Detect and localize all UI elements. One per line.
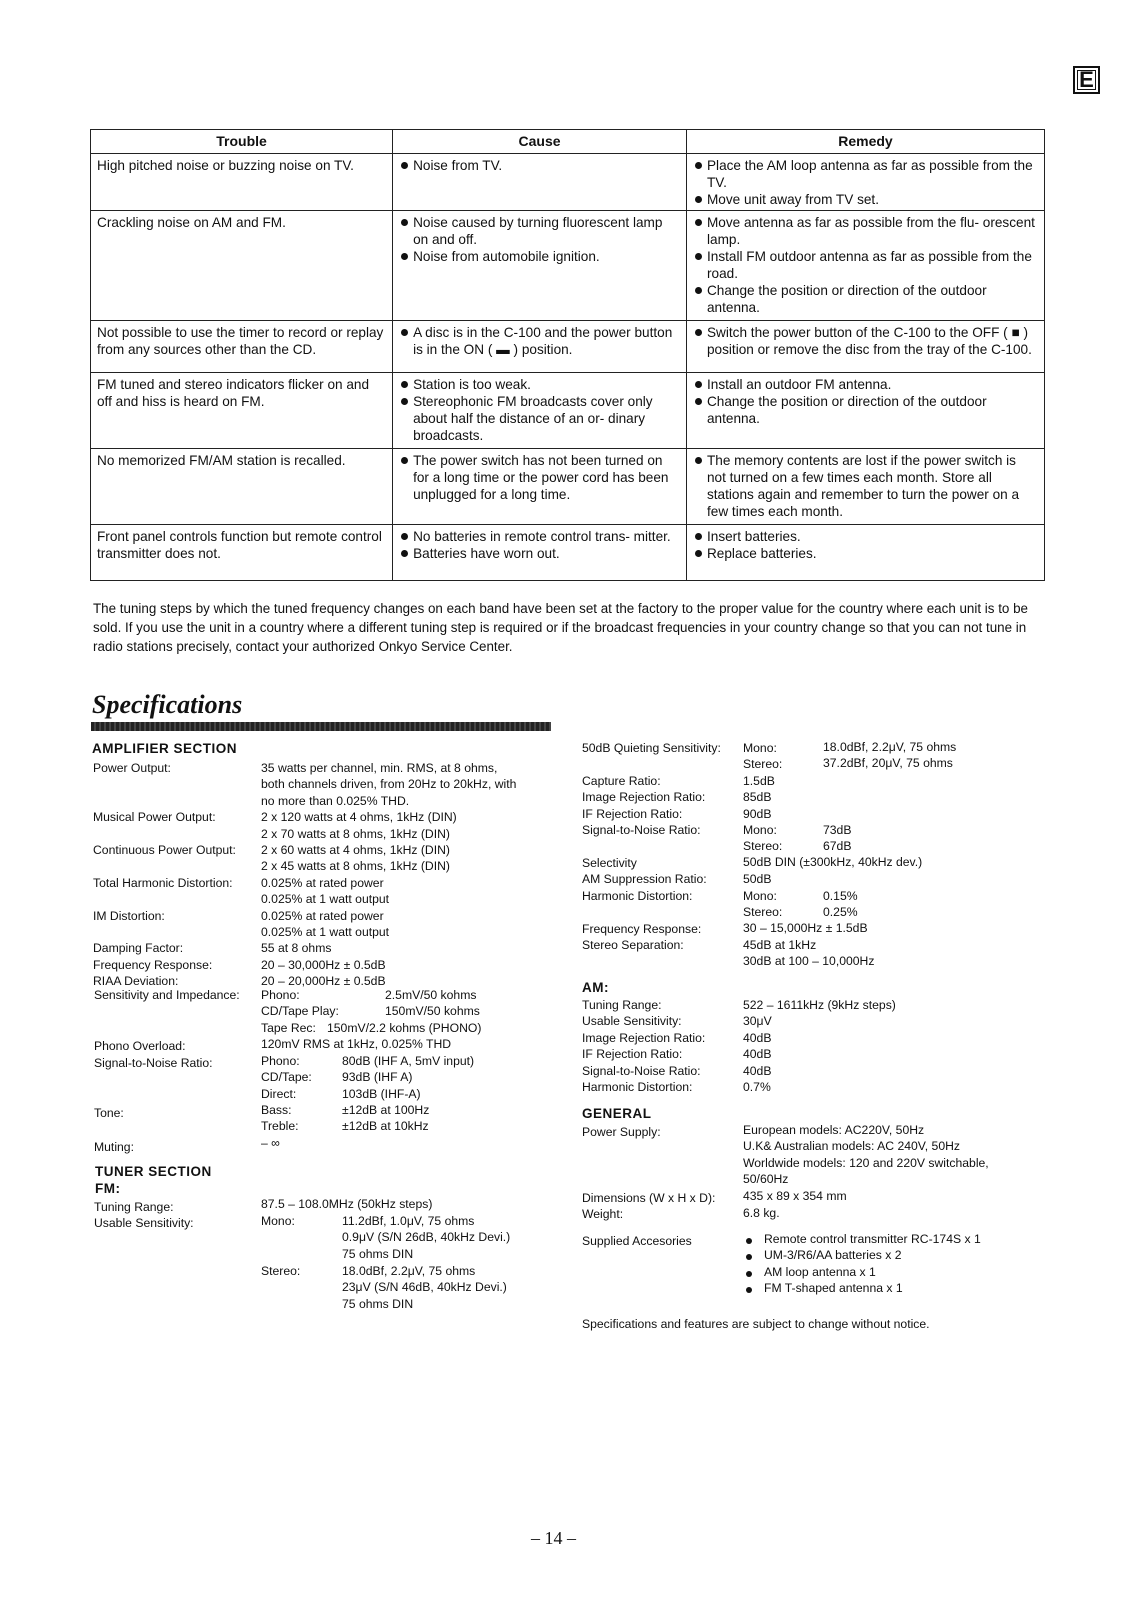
- bullet-item: Install FM outdoor antenna as far as possible from the road.: [693, 248, 1038, 282]
- spec-label: Harmonic Distortion:: [582, 1080, 693, 1094]
- accessory-item: FM T-shaped antenna x 1: [764, 1281, 903, 1296]
- header-cause: Cause: [393, 130, 687, 154]
- spec-label: Tone:: [94, 1106, 124, 1120]
- spec-value: no more than 0.025% THD.: [261, 793, 410, 808]
- spec-value: 35 watts per channel, min. RMS, at 8 ohms,: [261, 761, 498, 775]
- general-heading: GENERAL: [582, 1106, 652, 1121]
- spec-value: 0.9μV (S/N 26dB, 40kHz Devi.): [342, 1230, 511, 1245]
- spec-value: 87.5 – 108.0MHz (50kHz steps): [261, 1197, 433, 1211]
- am-heading: AM:: [582, 980, 609, 995]
- bullet-item: A disc is in the C-100 and the power button is in the ON ( ▬ ) position.: [399, 324, 680, 358]
- spec-label: Usable Sensitivity:: [582, 1014, 682, 1029]
- spec-value: European models: AC220V, 50Hz: [743, 1123, 925, 1137]
- fm-heading: FM:: [95, 1181, 121, 1196]
- bullet-item: Move antenna as far as possible from the flu- orescent lamp.: [693, 214, 1038, 248]
- amplifier-section-heading: AMPLIFIER SECTION: [92, 741, 238, 756]
- spec-value: 50dB: [743, 872, 772, 886]
- tuning-step-note: The tuning steps by which the tuned frequency changes on each band have been set at the factory to the proper value for the country where each unit is to be sold. If you use the unit in a country where a different tuning step is required or if the broadcast frequencies in your country change so that you can not tune in radio stations precisely, contact your authorized Onkyo Service Center.: [93, 601, 1028, 654]
- bullet-dot: [746, 1254, 752, 1260]
- table-row: [91, 525, 1045, 581]
- spec-label: Phono Overload:: [94, 1039, 186, 1053]
- cause-cell: [393, 154, 687, 211]
- language-badge: E: [1073, 66, 1100, 94]
- spec-label: Capture Ratio:: [582, 774, 661, 788]
- spec-value: 0.025% at rated power: [261, 908, 384, 923]
- spec-label: IM Distortion:: [93, 908, 165, 923]
- bullet-item: Change the position or direction of the outdoor antenna.: [693, 282, 1038, 316]
- spec-value: 11.2dBf, 1.0μV, 75 ohms: [342, 1214, 475, 1228]
- spec-value: 1.5dB: [743, 774, 775, 788]
- spec-label: Frequency Response:: [93, 957, 213, 972]
- cause-cell: [393, 525, 687, 581]
- spec-value: 2 x 45 watts at 8 ohms, 1kHz (DIN): [261, 859, 450, 874]
- bullet-item: Batteries have worn out.: [399, 545, 680, 562]
- spec-value: 90dB: [743, 806, 772, 821]
- spec-value: 103dB (IHF-A): [342, 1086, 421, 1101]
- spec-label: Power Output:: [93, 761, 171, 775]
- spec-label: Supplied Accesories: [582, 1234, 692, 1248]
- spec-value: 435 x 89 x 354 mm: [743, 1189, 847, 1203]
- spec-value: 6.8 kg.: [743, 1206, 780, 1220]
- spec-value: 37.2dBf, 20μV, 75 ohms: [823, 756, 953, 771]
- bullet-item: Station is too weak.: [399, 376, 680, 393]
- trouble-cell: Not possible to use the timer to record or replay from any sources other than the CD.: [91, 321, 393, 373]
- spec-value: U.K& Australian models: AC 240V, 50Hz: [743, 1139, 961, 1154]
- bullet-item: Stereophonic FM broadcasts cover only about half the distance of an or- dinary broadcasts.: [399, 393, 680, 444]
- trouble-cell: Front panel controls function but remote control transmitter does not.: [91, 525, 393, 581]
- accessory-item: UM-3/R6/AA batteries x 2: [764, 1248, 902, 1263]
- spec-label: Signal-to-Noise Ratio:: [94, 1056, 213, 1070]
- spec-sublabel: Mono:: [743, 823, 777, 837]
- table-row: [91, 373, 1045, 449]
- spec-value: Worldwide models: 120 and 220V switchable,: [743, 1155, 989, 1170]
- spec-value: 0.25%: [823, 905, 858, 920]
- spec-sublabel: Direct:: [261, 1086, 297, 1101]
- remedy-cell: [686, 373, 1044, 449]
- trouble-cell: FM tuned and stereo indicators flicker on and off and hiss is heard on FM.: [91, 373, 393, 449]
- spec-label: Muting:: [94, 1140, 134, 1154]
- spec-value: 20 – 20,000Hz ± 0.5dB: [261, 974, 386, 989]
- bullet-item: No batteries in remote control trans- mitter.: [399, 528, 680, 545]
- spec-sublabel: CD/Tape Play:: [261, 1004, 339, 1019]
- spec-notice: Specifications and features are subject to change without notice.: [582, 1317, 930, 1331]
- spec-value: 0.7%: [743, 1080, 771, 1094]
- spec-label: Musical Power Output:: [93, 810, 216, 825]
- spec-sublabel: Stereo:: [743, 757, 783, 772]
- bullet-item: Insert batteries.: [693, 528, 1038, 545]
- spec-value: 2 x 70 watts at 8 ohms, 1kHz (DIN): [261, 826, 450, 841]
- trouble-cell: No memorized FM/AM station is recalled.: [91, 449, 393, 525]
- spec-sublabel: Stereo:: [743, 839, 783, 854]
- spec-value: 75 ohms DIN: [342, 1246, 414, 1261]
- spec-label: IF Rejection Ratio:: [582, 806, 683, 821]
- spec-value: 40dB: [743, 1030, 772, 1045]
- trouble-cell: Crackling noise on AM and FM.: [91, 211, 393, 321]
- spec-label: Tuning Range:: [94, 1200, 174, 1214]
- spec-label: IF Rejection Ratio:: [582, 1047, 683, 1062]
- spec-label: Continuous Power Output:: [93, 843, 236, 857]
- spec-value: 150mV/50 kohms: [385, 1004, 480, 1019]
- bullet-item: Change the position or direction of the outdoor antenna.: [693, 393, 1038, 427]
- tuner-section-heading: TUNER SECTION: [95, 1164, 212, 1179]
- spec-value: 80dB (IHF A, 5mV input): [342, 1054, 475, 1068]
- spec-value: 0.025% at 1 watt output: [261, 925, 390, 939]
- spec-label: Damping Factor:: [93, 941, 184, 956]
- spec-sublabel: Phono:: [261, 1054, 300, 1068]
- spec-label: Harmonic Distortion:: [582, 889, 693, 903]
- accessory-item: Remote control transmitter RC-174S x 1: [764, 1232, 981, 1246]
- spec-value: 75 ohms DIN: [342, 1296, 414, 1311]
- spec-label: Power Supply:: [582, 1125, 661, 1139]
- spec-label: RIAA Deviation:: [93, 974, 179, 989]
- spec-label: Dimensions (W x H x D):: [582, 1191, 716, 1205]
- page-number: – 14 –: [531, 1528, 576, 1548]
- spec-value: 23μV (S/N 46dB, 40kHz Devi.): [342, 1280, 507, 1295]
- trouble-cell: High pitched noise or buzzing noise on TV.: [91, 154, 393, 211]
- header-remedy: Remedy: [686, 130, 1044, 154]
- bullet-item: Noise from TV.: [399, 157, 680, 174]
- spec-value: 55 at 8 ohms: [261, 941, 332, 956]
- bullet-item: The power switch has not been turned on for a long time or the power cord has been unplugged for a long time.: [399, 452, 680, 503]
- spec-value: 45dB at 1kHz: [743, 938, 817, 952]
- table-row: [91, 449, 1045, 525]
- spec-value: ±12dB at 100Hz: [342, 1103, 430, 1117]
- spec-value: 18.0dBf, 2.2μV, 75 ohms: [342, 1264, 476, 1278]
- spec-value: 30dB at 100 – 10,000Hz: [743, 954, 875, 969]
- spec-value: 67dB: [823, 839, 852, 854]
- bullet-item: Place the AM loop antenna as far as possible from the TV.: [693, 157, 1038, 191]
- spec-sublabel: Tape Rec:: [261, 1020, 316, 1035]
- spec-value: 0.025% at rated power: [261, 875, 384, 890]
- spec-value: 40dB: [743, 1047, 772, 1062]
- spec-value: 93dB (IHF A): [342, 1070, 413, 1085]
- bullet-dot: [746, 1238, 752, 1244]
- spec-value: 0.025% at 1 watt output: [261, 892, 390, 907]
- spec-value: 20 – 30,000Hz ± 0.5dB: [261, 957, 386, 972]
- spec-value: both channels driven, from 20Hz to 20kHz, with: [261, 777, 517, 792]
- spec-value: 18.0dBf, 2.2μV, 75 ohms: [823, 740, 957, 754]
- spec-label: Signal-to-Noise Ratio:: [582, 823, 701, 837]
- bullet-item: The memory contents are lost if the power switch is not turned on a few times each month. Store all stations again and remember to turn the power on a few times each month.: [693, 452, 1038, 520]
- spec-label: Sensitivity and Impedance:: [94, 988, 240, 1002]
- table-row: [91, 154, 1045, 211]
- bullet-item: Move unit away from TV set.: [693, 191, 1038, 208]
- spec-sublabel: Bass:: [261, 1103, 292, 1117]
- spec-value: 0.15%: [823, 889, 858, 903]
- spec-value: 50dB DIN (±300kHz, 40kHz dev.): [743, 855, 923, 869]
- spec-label: Signal-to-Noise Ratio:: [582, 1063, 701, 1078]
- spec-sublabel: CD/Tape:: [261, 1070, 312, 1085]
- cause-cell: [393, 211, 687, 321]
- spec-value: 40dB: [743, 1063, 772, 1078]
- spec-value: ±12dB at 10kHz: [342, 1119, 429, 1134]
- spec-value: 30 – 15,000Hz ± 1.5dB: [743, 921, 868, 935]
- cause-cell: [393, 373, 687, 449]
- spec-value: – ∞: [261, 1136, 280, 1150]
- spec-label: AM Suppression Ratio:: [582, 872, 707, 886]
- spec-label: Weight:: [582, 1207, 624, 1221]
- spec-label: Usable Sensitivity:: [94, 1216, 194, 1230]
- table-row: [91, 211, 1045, 321]
- spec-value: 2 x 60 watts at 4 ohms, 1kHz (DIN): [261, 843, 450, 857]
- spec-sublabel: Stereo:: [261, 1264, 301, 1278]
- spec-value: 50/60Hz: [743, 1172, 789, 1187]
- remedy-cell: [686, 525, 1044, 581]
- spec-sublabel: Phono:: [261, 988, 300, 1002]
- cause-cell: [393, 449, 687, 525]
- spec-value: 2 x 120 watts at 4 ohms, 1kHz (DIN): [261, 810, 457, 825]
- spec-label: Selectivity: [582, 856, 637, 870]
- bullet-item: Switch the power button of the C-100 to the OFF ( ■ ) position or remove the disc from the tray of the C-100.: [693, 324, 1038, 358]
- spec-value: 30μV: [743, 1014, 772, 1029]
- remedy-cell: [686, 211, 1044, 321]
- bullet-item: Noise from automobile ignition.: [399, 248, 680, 265]
- spec-sublabel: Stereo:: [743, 905, 783, 920]
- remedy-cell: [686, 321, 1044, 373]
- spec-label: Tuning Range:: [582, 998, 662, 1012]
- specifications-title: Specifications: [92, 690, 243, 719]
- accessory-item: AM loop antenna x 1: [764, 1264, 876, 1279]
- spec-value: 120mV RMS at 1kHz, 0.025% THD: [261, 1037, 452, 1051]
- spec-sublabel: Mono:: [743, 889, 777, 903]
- bullet-item: Noise caused by turning fluorescent lamp on and off.: [399, 214, 680, 248]
- spec-label: Image Rejection Ratio:: [582, 1030, 706, 1045]
- troubleshooting-table: [90, 129, 1045, 581]
- spec-label: Image Rejection Ratio:: [582, 790, 706, 805]
- spec-label: Total Harmonic Distortion:: [93, 875, 233, 890]
- remedy-cell: [686, 154, 1044, 211]
- spec-sublabel: Mono:: [261, 1214, 295, 1228]
- bullet-dot: [746, 1271, 752, 1277]
- header-trouble: Trouble: [91, 130, 393, 154]
- spec-value: 522 – 1611kHz (9kHz steps): [743, 998, 896, 1012]
- spec-value: 2.5mV/50 kohms: [385, 988, 477, 1002]
- spec-value: 73dB: [823, 823, 852, 837]
- bullet-dot: [746, 1287, 752, 1293]
- spec-value: 150mV/2.2 kohms (PHONO): [327, 1020, 482, 1035]
- remedy-cell: [686, 449, 1044, 525]
- spec-label: Frequency Response:: [582, 922, 702, 936]
- bullet-item: Install an outdoor FM antenna.: [693, 376, 1038, 393]
- title-underline-bar: [91, 722, 551, 731]
- bullet-item: Replace batteries.: [693, 545, 1038, 562]
- spec-value: 85dB: [743, 790, 772, 805]
- table-row: [91, 321, 1045, 373]
- spec-label: Stereo Separation:: [582, 938, 684, 952]
- cause-cell: [393, 321, 687, 373]
- spec-label: 50dB Quieting Sensitivity:: [582, 741, 721, 755]
- spec-sublabel: Mono:: [743, 741, 777, 755]
- spec-sublabel: Treble:: [261, 1119, 299, 1134]
